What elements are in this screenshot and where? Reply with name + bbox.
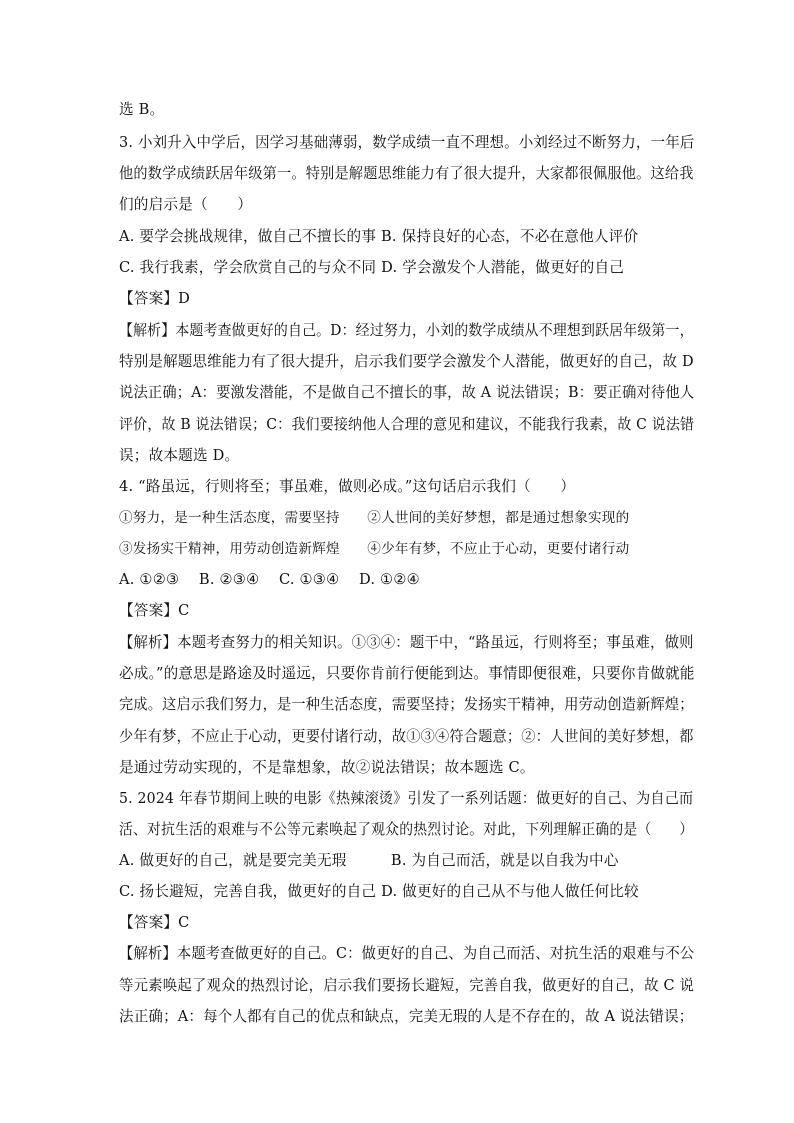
question-3-answer: 【答案】D xyxy=(119,290,191,307)
text-line: 他的数学成绩跃居年级第一。特别是解题思维能力有了很大提升，大家都很佩服他。这给我 xyxy=(119,165,694,182)
question-3-analysis: 【解析】本题考查做更好的自己。D：经过努力，小刘的数学成绩从不理想到跃居年级第一， xyxy=(119,322,694,339)
question-4-options: A. ①②③ B. ②③④ C. ①③④ D. ①②④ xyxy=(119,571,420,588)
question-5-analysis: 【解析】本题考查做更好的自己。C：做更好的自己、为自己而活、对抗生活的艰难与不公 xyxy=(119,945,695,962)
text-line: 必成。”的意思是路途及时遥远，只要你肯前行便能到达。事情即便很难，只要你肯做就能 xyxy=(119,665,695,682)
text-line: 选 B。 xyxy=(119,101,165,118)
text-line: 评价，故 B 说法错误；C：我们要接纳他人合理的意见和建议，不能我行我素，故 C 说法错 xyxy=(119,416,695,433)
text-line: 少年有梦，不应止于心动，更要付诸行动，故①③④符合题意；②：人世间的美好梦想，都 xyxy=(119,728,694,745)
question-4-analysis: 【解析】本题考查努力的相关知识。①③④：题干中，“路虽远，行则将至；事虽难，做则 xyxy=(119,634,694,651)
question-5-options-cd: C. 扬长避短，完善自我，做更好的自己 D. 做更好的自己从不与他人做任何比较 xyxy=(119,883,639,900)
question-4-answer: 【答案】C xyxy=(119,602,190,619)
question-4-statements-12: ①努力，是一种生活态度，需要坚持 ②人世间的美好梦想，都是通过想象实现的 xyxy=(119,510,630,526)
question-4-stem: 4. “路虽远，行则将至；事虽难，做则必成。”这句话启示我们（ ） xyxy=(119,478,576,495)
question-3-stem: 3. 小刘升入中学后，因学习基础薄弱，数学成绩一直不理想。小刘经过不断努力，一年后 xyxy=(119,134,695,151)
question-3-options-cd: C. 我行我素，学会欣赏自己的与众不同 D. 学会激发个人潜能，做更好的自己 xyxy=(119,259,625,276)
question-5-answer: 【答案】C xyxy=(119,914,190,931)
question-5-options-ab: A. 做更好的自己，就是要完美无瑕 B. 为自己而活，就是以自我为中心 xyxy=(119,852,619,869)
text-line: 说法正确；A：要激发潜能，不是做自己不擅长的事，故 A 说法错误；B：要正确对待他人 xyxy=(119,384,695,401)
text-line: 是通过劳动实现的，不是靠想象，故②说法错误；故本题选 C。 xyxy=(119,759,535,776)
text-line: 法正确；A：每个人都有自己的优点和缺点，完美无瑕的人是不存在的，故 A 说法错误； xyxy=(119,1008,694,1025)
text-line: 活、对抗生活的艰难与不公等元素唤起了观众的热烈讨论。对此，下列理解正确的是（ ） xyxy=(119,821,694,838)
text-line: 特别是解题思维能力有了很大提升，启示我们要学会激发个人潜能，做更好的自己，故 D xyxy=(119,353,694,370)
text-line: 等元素唤起了观众的热烈讨论，启示我们要扬长避短，完善自我，做更好的自己，故 C 说 xyxy=(119,977,695,994)
text-line: 完成。这启示我们努力，是一种生活态度，需要坚持；发扬实干精神，用劳动创造新辉煌； xyxy=(119,696,694,713)
question-3-options-ab: A. 要学会挑战规律，做自己不擅长的事 B. 保持良好的心态，不必在意他人评价 xyxy=(119,228,639,245)
text-line: 误；故本题选 D。 xyxy=(119,447,240,464)
question-4-statements-34: ③发扬实干精神，用劳动创造新辉煌 ④少年有梦，不应止于心动，更要付诸行动 xyxy=(119,541,630,557)
text-line: 们的启示是（ ） xyxy=(119,196,253,213)
question-5-stem: 5. 2024 年春节期间上映的电影《热辣滚烫》引发了一系列话题：做更好的自己、为自己而 xyxy=(119,790,694,807)
